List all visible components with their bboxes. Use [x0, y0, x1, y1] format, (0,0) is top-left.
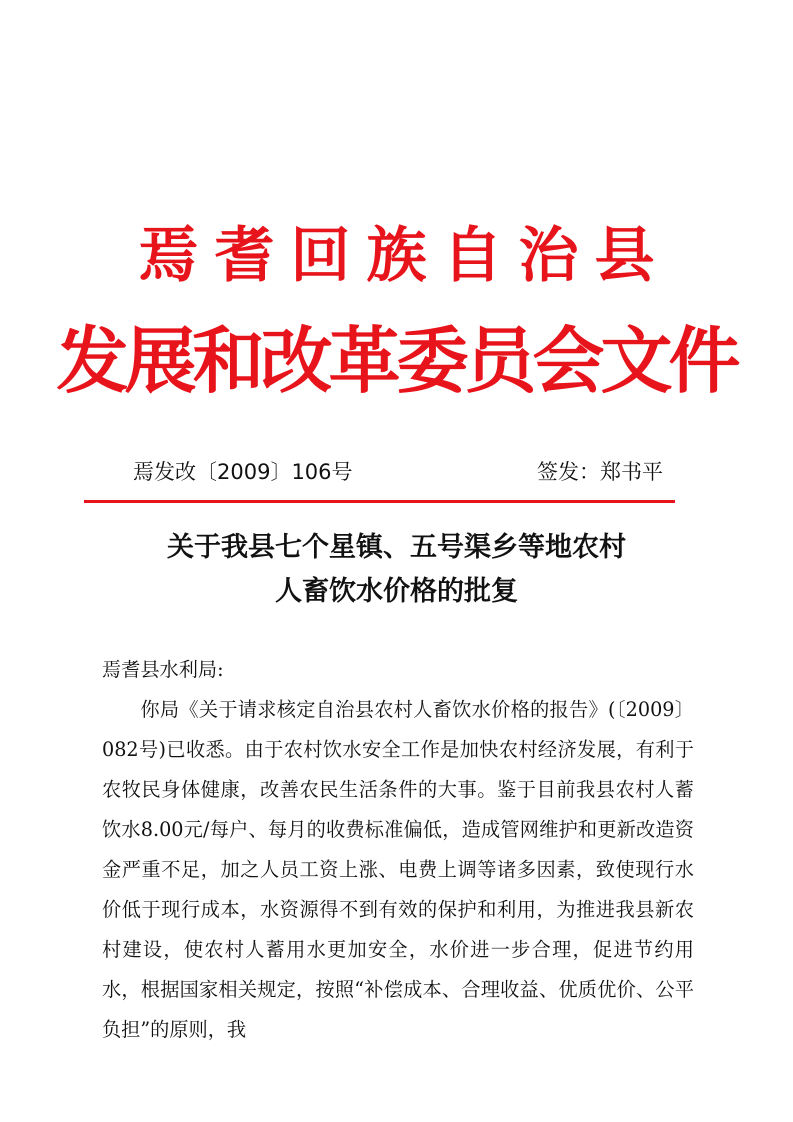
title-line2: 人畜饮水价格的批复 — [275, 576, 518, 607]
body-paragraph-1: 你局《关于请求核定自治县农村人畜饮水价格的报告》(〔2009〕082号)已收悉。由于农村饮水安全工作是加快农村经济发展，有利于农牧民身体健康，改善农民生活条件的大事。鉴于目前我县农村人蓄饮水8.00元/每户、每月的收费标准偏低，造成管网维护和更新改造资金严重不足，加之人员工资上涨、电费上调等诸多因素，致使现行水价低于现行成本，水资源得不到有效的保护和利用，为推进我县新农村建设，使农村人蓄用水更加安全，水价进一步合理，促进节约用水，根据国家相关规定，按照“补偿成本、合理收益、优质优价、公平负担”的原则，我 — [102, 698, 694, 1041]
signer: 签发：郑书平 — [537, 460, 663, 484]
title-line1: 关于我县七个星镇、五号渠乡等地农村 — [167, 532, 626, 563]
document-number: 焉发改〔2009〕106号 — [133, 460, 353, 484]
red-divider-line — [84, 500, 675, 503]
document-body — [102, 650, 694, 1050]
salutation: 焉耆县水利局: — [102, 658, 224, 681]
document-header-line2: 发展和改革委员会文件 — [56, 318, 737, 403]
issuer-name-line1: 焉耆回族自治县 — [138, 221, 671, 291]
document-title — [0, 526, 793, 614]
